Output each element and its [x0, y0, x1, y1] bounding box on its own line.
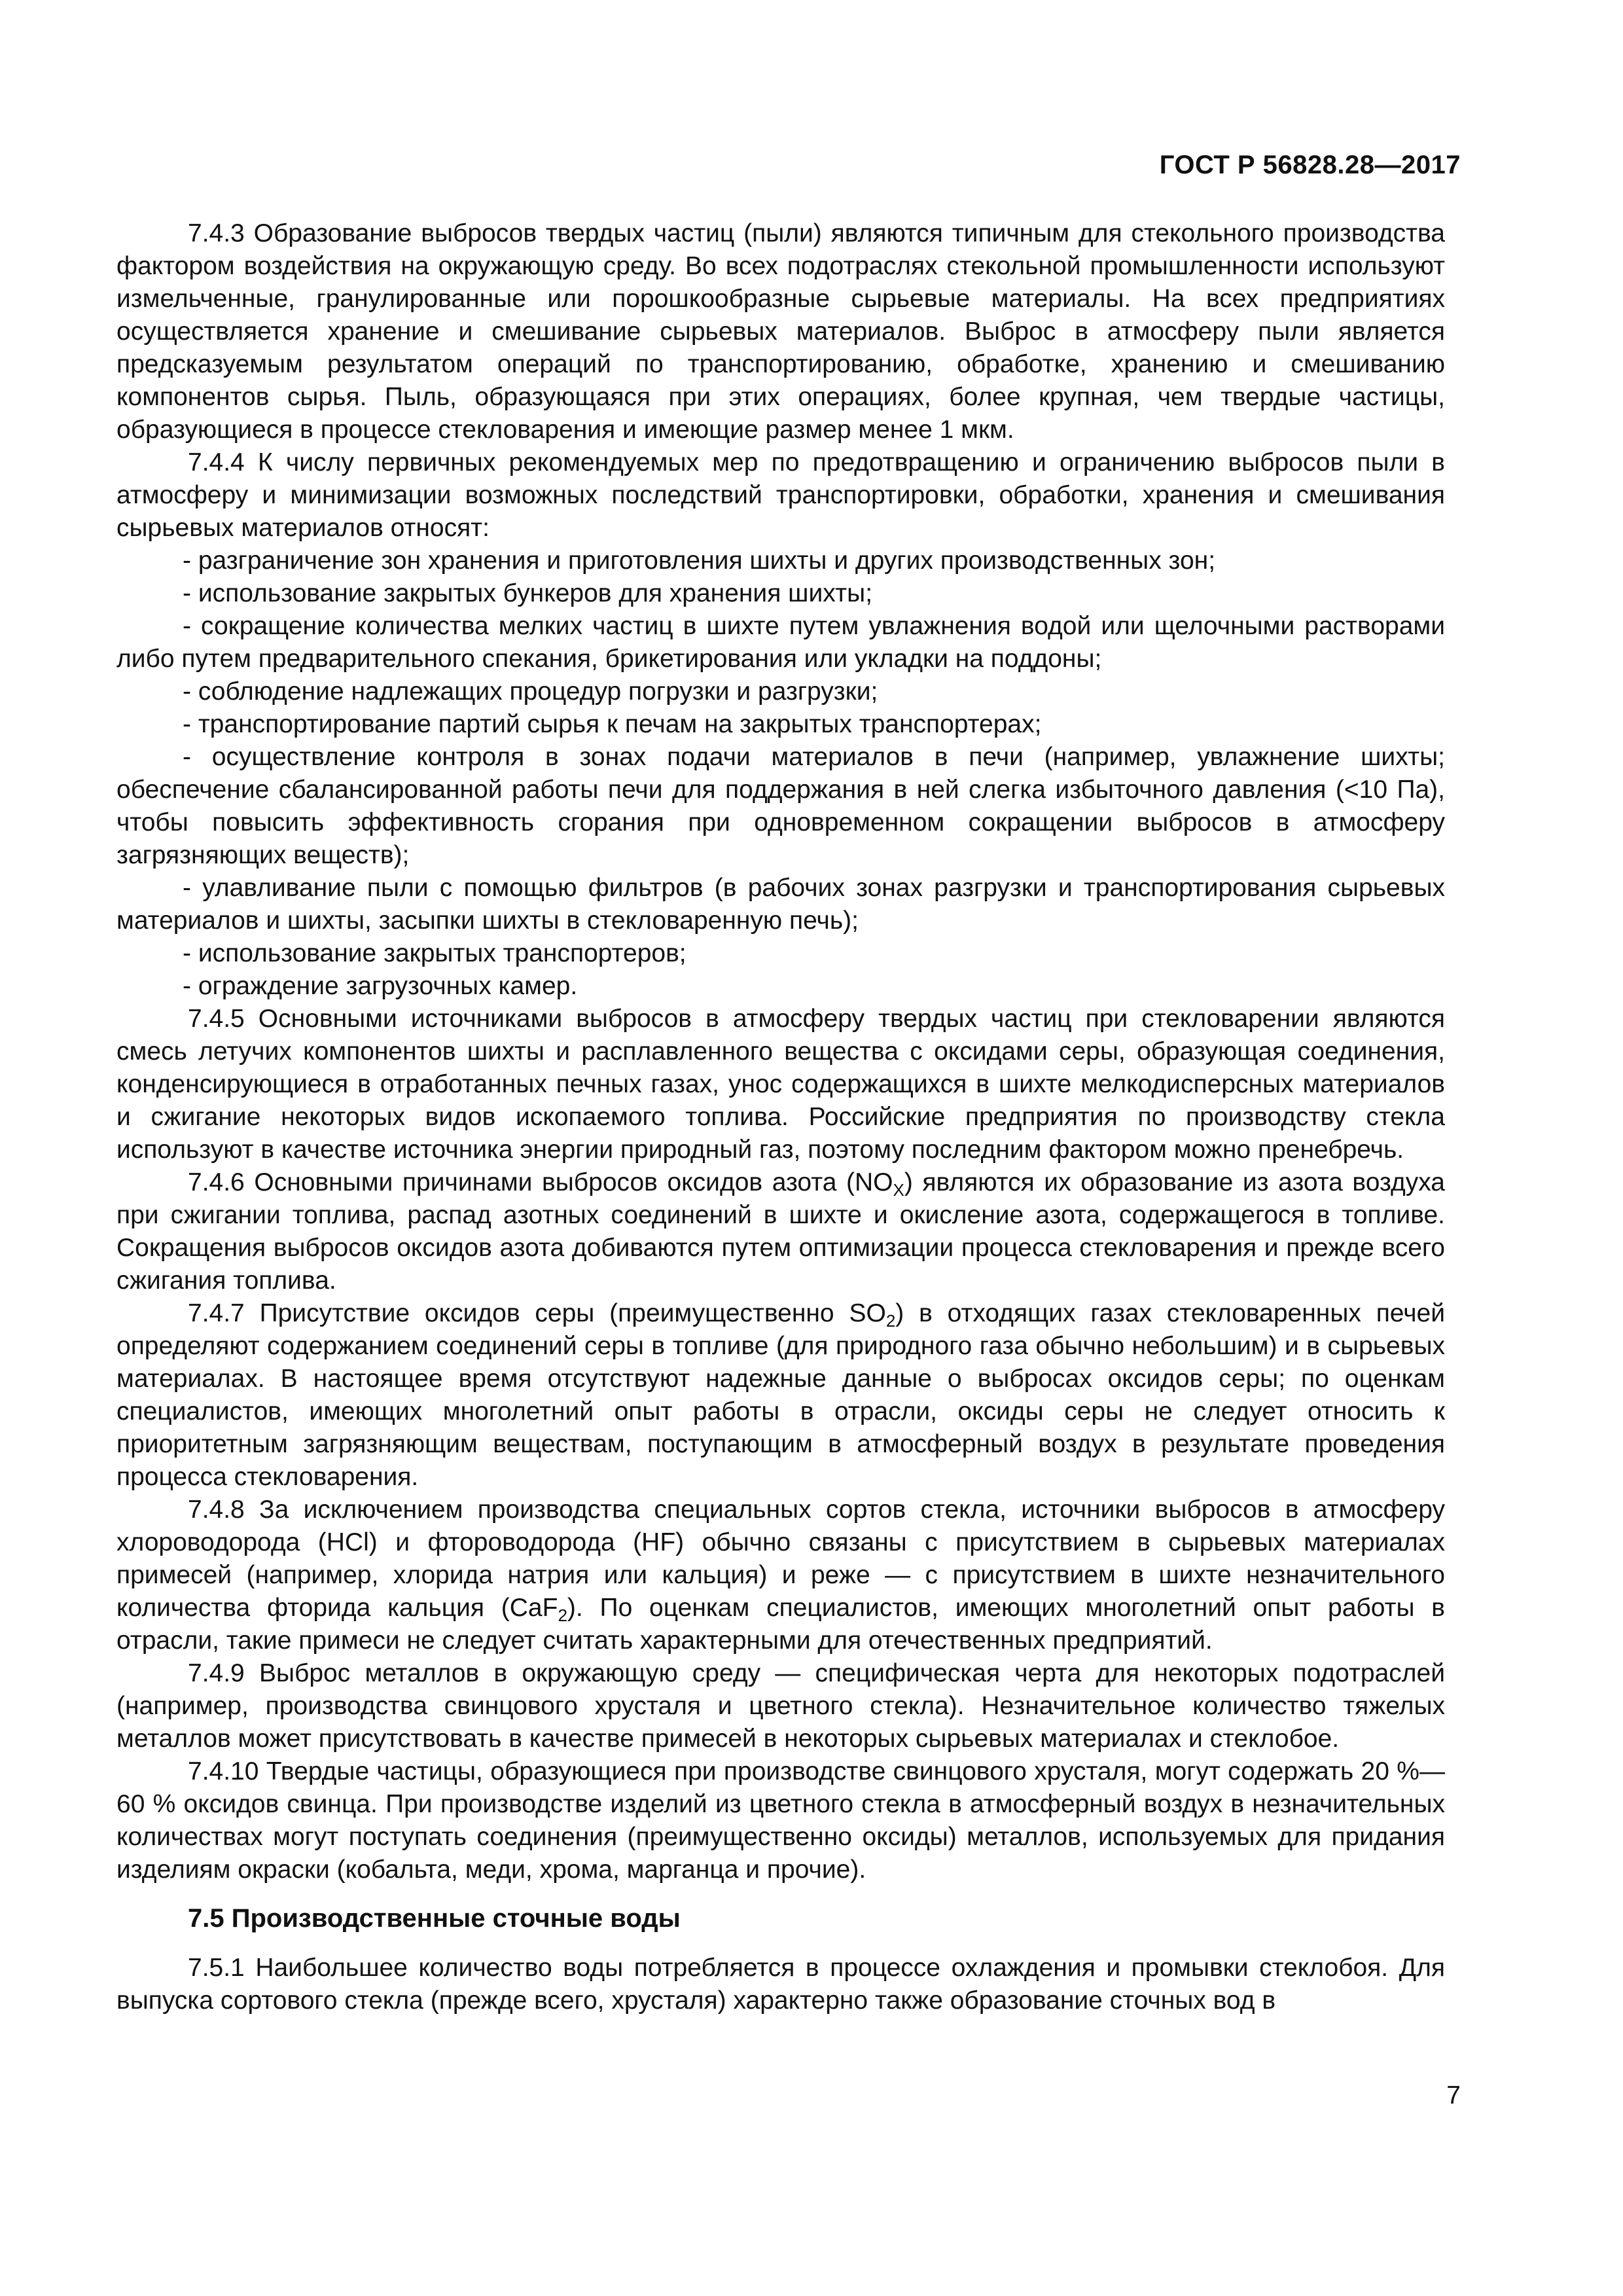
paragraph-7-4-8-part-a: 7.4.8 За исключением производства специальных сортов стекла, источники выбросов в атмосферу хлороводорода (HCl) и фтороводорода (HF) обычно связаны с присутствием в сырьевых материалах примесей (например, хлорида натрия или кальция) и реже — с присутствием в шихте незначительного количества фторида кальция (CaF: [116, 1496, 1445, 1622]
paragraph-7-4-6-part-a: 7.4.6 Основными причинами выбросов оксидов азота (NO: [188, 1168, 893, 1196]
paragraph-7-4-3: 7.4.3 Образование выбросов твердых частиц (пыли) являются типичным для стекольного производства фактором воздействия на окружающую среду. Во всех подотраслях стекольной промышленности используют измельченные, гранулированные или порошкообразные сырьевые материалы. На всех предприятиях осуществляется хранение и смешивание сырьевых материалов. Выброс в атмосферу пыли является предсказуемым результатом операций по транспортированию, обработке, хранению и смешиванию компонентов сырья. Пыль, образующаяся при этих операциях, более крупная, чем твердые частицы, образующиеся в процессе стекловарения и имеющие размер менее 1 мкм.: [116, 219, 1445, 444]
list-item-8: - использование закрытых транспортеров;: [183, 939, 687, 967]
paragraph-7-4-7: [116, 1297, 1445, 1494]
subscript-2-caf2: 2: [558, 1605, 567, 1625]
paragraph-7-4-9: 7.4.9 Выброс металлов в окружающую среду — специфическая черта для некоторых подотраслей (например, производства свинцового хрусталя и цветного стекла). Незначительное количество тяжелых металлов может присутствовать в качестве примесей в некоторых сырьевых материалах и стеклобое.: [116, 1659, 1445, 1753]
list-item-3: - сокращение количества мелких частиц в шихте путем увлажнения водой или щелочными растворами либо путем предварительного спекания, брикетирования или укладки на поддоны;: [116, 612, 1445, 673]
paragraph-7-4-7-part-b: ) в отходящих газах стекловаренных печей определяют содержанием соединений серы в топливе (для природного газа обычно небольшим) и в сырьевых материалах. В настоящее время отсутствуют надежные данные о выбросах оксидов серы; по оценкам специалистов, имеющих многолетний опыт работы в отрасли, оксиды серы не следует относить к приоритетным загрязняющим веществам, поступающим в атмосферный воздух в результате проведения процесса стекловарения.: [116, 1299, 1445, 1491]
paragraph-7-4-6: [116, 1166, 1445, 1297]
list-item-6: - осуществление контроля в зонах подачи материалов в печи (например, увлажнение шихты; обеспечение сбалансированной работы печи для поддержания в ней слегка избыточного давления (<10 Па), чтобы повысить эффективность сгорания при одновременном сокращении выбросов в атмосферу загрязняющих веществ);: [116, 743, 1445, 869]
list-item-4: - соблюдение надлежащих процедур погрузки и разгрузки;: [183, 677, 878, 706]
document-code-header: ГОСТ Р 56828.28—2017: [1159, 151, 1461, 179]
paragraph-7-4-6-part-b: ) являются их образование из азота воздуха при сжигании топлива, распад азотных соединений в шихте и окисление азота, содержащегося в топливе. Сокращения выбросов оксидов азота добиваются путем оптимизации процесса стекловарения и прежде всего сжигания топлива.: [116, 1168, 1445, 1295]
section-heading-7-5: 7.5 Производственные сточные воды: [188, 1904, 681, 1933]
page-number: 7: [1446, 2081, 1461, 2109]
paragraph-7-4-5: 7.4.5 Основными источниками выбросов в атмосферу твердых частиц при стекловарении являются смесь летучих компонентов шихты и расплавленного вещества с оксидами серы, образующая соединения, конденсирующиеся в отработанных печных газах, унос содержащихся в шихте мелкодисперсных материалов и сжигание некоторых видов ископаемого топлива. Российские предприятия по производству стекла используют в качестве источника энергии природный газ, поэтому последним фактором можно пренебречь.: [116, 1005, 1445, 1164]
paragraph-7-4-10: 7.4.10 Твердые частицы, образующиеся при производстве свинцового хрусталя, могут содержать 20 %—60 % оксидов свинца. При производстве изделий из цветного стекла в атмосферный воздух в незначительных количествах могут поступать соединения (преимущественно оксиды) металлов, используемых для придания изделиям окраски (кобальта, меди, хрома, марганца и прочие).: [116, 1757, 1445, 1884]
list-item-1: - разграничение зон хранения и приготовления шихты и других производственных зон;: [183, 547, 1216, 575]
list-item-5: - транспортирование партий сырья к печам на закрытых транспортерах;: [183, 710, 1042, 738]
list-item-7: - улавливание пыли с помощью фильтров (в рабочих зонах разгрузки и транспортирования сырьевых материалов и шихты, засыпки шихты в стекловаренную печь);: [116, 874, 1445, 935]
list-item-2: - использование закрытых бункеров для хранения шихты;: [183, 579, 873, 607]
subscript-2-so2: 2: [885, 1311, 896, 1331]
paragraph-7-4-7-part-a: 7.4.7 Присутствие оксидов серы (преимущественно SO: [188, 1299, 886, 1327]
document-body: [116, 217, 1445, 2017]
paragraph-7-5-1: 7.5.1 Наибольшее количество воды потребляется в процессе охлаждения и промывки стеклобоя. Для выпуска сортового стекла (прежде всего, хрусталя) характерно также образование сточных вод в: [116, 1954, 1445, 2015]
paragraph-7-4-8-part-b: ). По оценкам специалистов, имеющих многолетний опыт работы в отрасли, такие примеси не следует считать характерными для отечественных предприятий.: [116, 1594, 1445, 1655]
paragraph-7-4-4: 7.4.4 К числу первичных рекомендуемых мер по предотвращению и ограничению выбросов пыли в атмосферу и минимизации возможных последствий транспортировки, обработки, хранения и смешивания сырьевых материалов относят:: [116, 448, 1445, 542]
paragraph-7-4-8: [116, 1494, 1445, 1657]
subscript-x: X: [893, 1180, 904, 1200]
list-item-9: - ограждение загрузочных камер.: [183, 972, 578, 1000]
